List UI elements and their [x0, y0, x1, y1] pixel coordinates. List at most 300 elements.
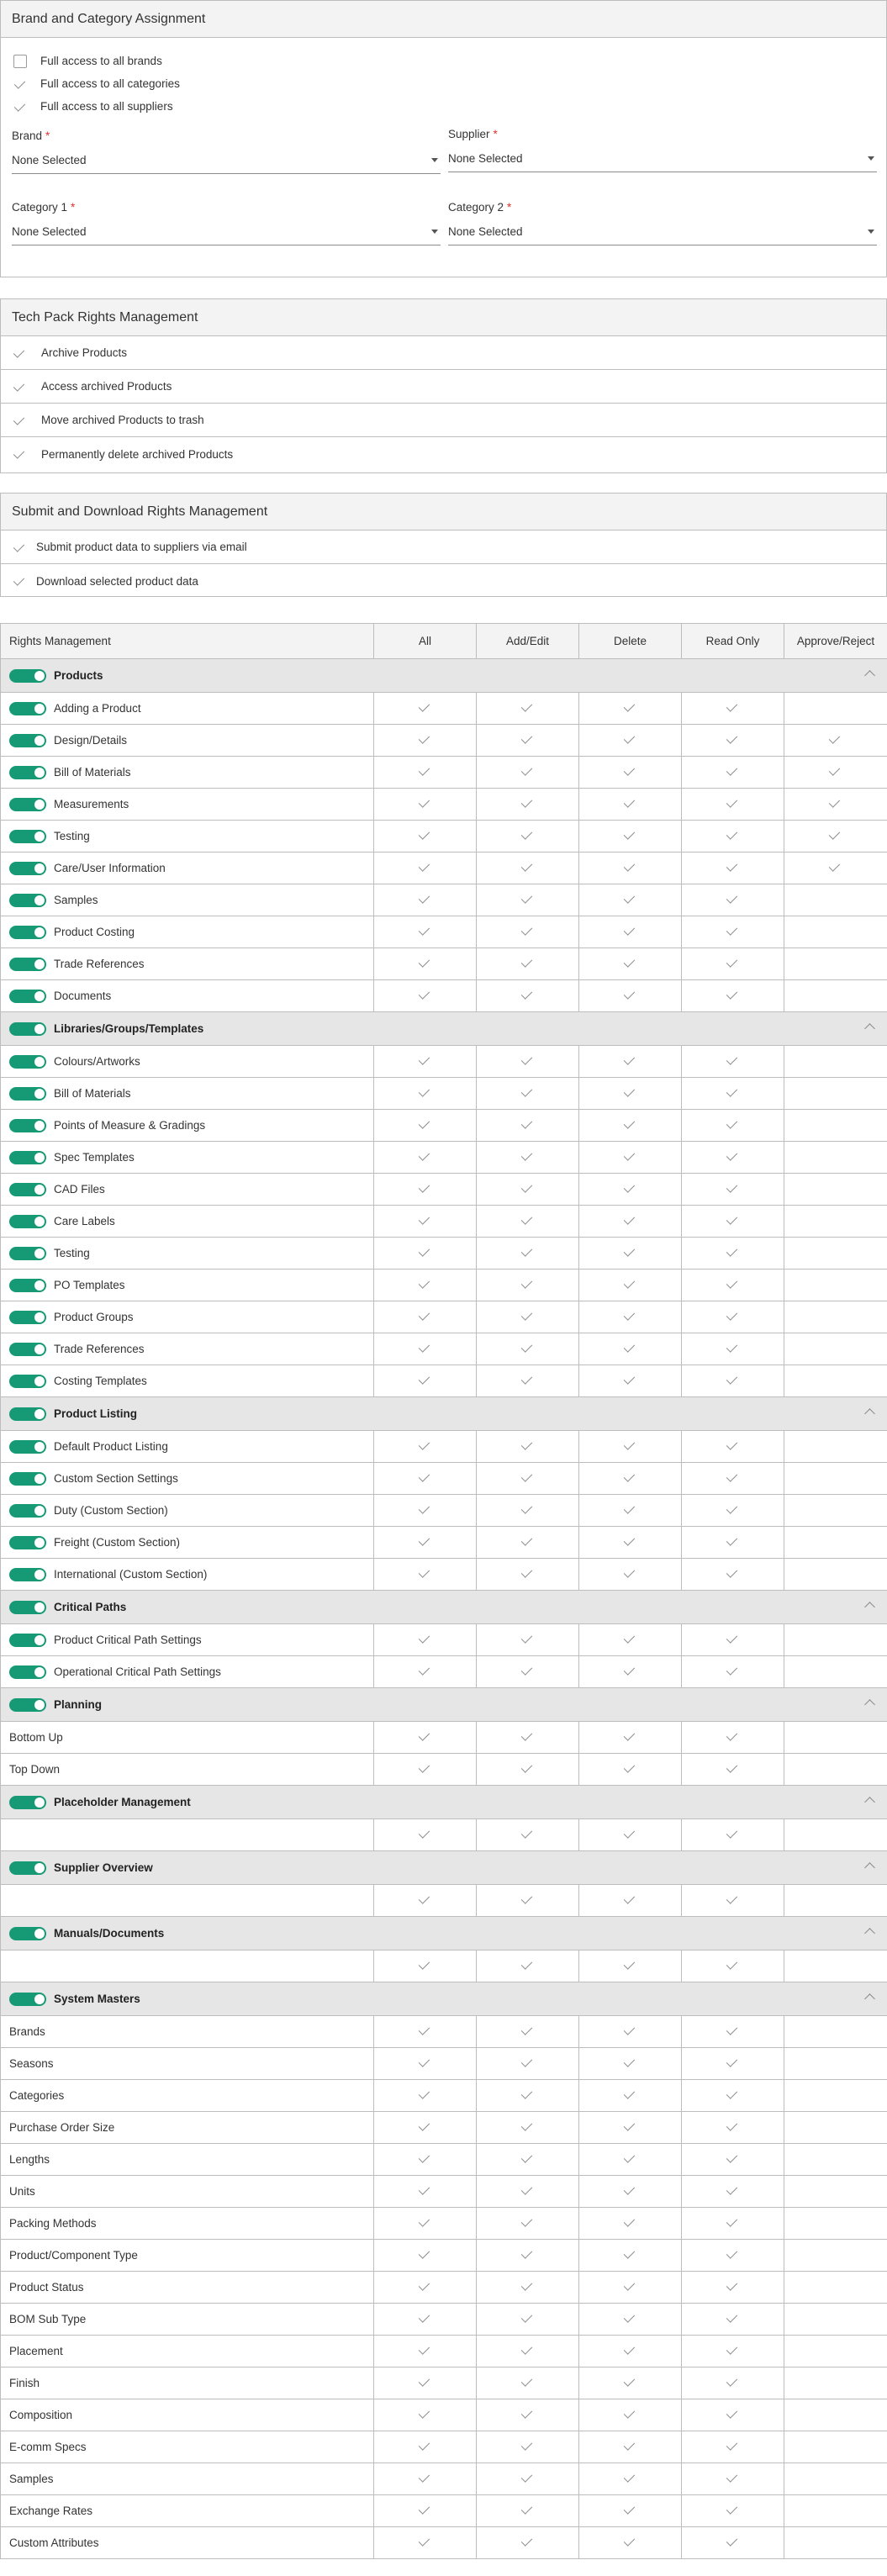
- checkmark-icon[interactable]: [621, 2376, 640, 2388]
- cell-approve-reject[interactable]: [784, 1624, 887, 1656]
- cell-all[interactable]: [374, 1559, 477, 1591]
- cell-add-edit[interactable]: [477, 1206, 579, 1238]
- cell-all[interactable]: [374, 2144, 477, 2176]
- checkmark-icon[interactable]: [416, 1374, 435, 1386]
- checkmark-icon[interactable]: [519, 2472, 537, 2484]
- toggle-switch[interactable]: [9, 798, 46, 811]
- cell-approve-reject[interactable]: [784, 916, 887, 948]
- cell-approve-reject[interactable]: [784, 2112, 887, 2144]
- cell-all[interactable]: [374, 1078, 477, 1110]
- checkmark-icon[interactable]: [519, 861, 537, 873]
- cell-delete[interactable]: [579, 1885, 682, 1917]
- cell-all[interactable]: [374, 2112, 477, 2144]
- checkmark-icon[interactable]: [519, 765, 537, 777]
- cell-add-edit[interactable]: [477, 980, 579, 1012]
- checkmark-icon[interactable]: [621, 1374, 640, 1386]
- cell-add-edit[interactable]: [477, 853, 579, 884]
- cell-approve-reject[interactable]: [784, 2144, 887, 2176]
- cell-add-edit[interactable]: [477, 2208, 579, 2240]
- checkmark-icon[interactable]: [416, 733, 435, 745]
- checkmark-icon[interactable]: [621, 2280, 640, 2292]
- cell-add-edit[interactable]: [477, 789, 579, 821]
- cell-delete[interactable]: [579, 2176, 682, 2208]
- cell-add-edit[interactable]: [477, 1078, 579, 1110]
- toggle-switch[interactable]: [9, 766, 46, 779]
- checkmark-icon[interactable]: [416, 957, 435, 969]
- toggle-switch[interactable]: [9, 990, 46, 1003]
- category2-select[interactable]: [448, 201, 877, 245]
- cell-read-only[interactable]: [682, 1301, 784, 1333]
- category1-select[interactable]: [12, 201, 441, 245]
- checkmark-icon[interactable]: [724, 989, 742, 1000]
- checkmark-icon[interactable]: [519, 797, 537, 809]
- toggle-switch[interactable]: [9, 1568, 46, 1581]
- cell-delete[interactable]: [579, 1495, 682, 1527]
- checkmark-icon[interactable]: [724, 1086, 742, 1098]
- cell-approve-reject[interactable]: [784, 1656, 887, 1688]
- cell-approve-reject[interactable]: [784, 2431, 887, 2463]
- checkmark-icon[interactable]: [416, 1893, 435, 1905]
- cell-add-edit[interactable]: [477, 2304, 579, 2336]
- checkmark-icon[interactable]: [621, 1535, 640, 1547]
- toggle-switch[interactable]: [9, 862, 46, 875]
- cell-approve-reject[interactable]: [784, 884, 887, 916]
- toggle-switch[interactable]: [9, 1311, 46, 1324]
- checkmark-icon[interactable]: [724, 765, 742, 777]
- checkmark-icon[interactable]: [519, 1150, 537, 1162]
- techpack-item[interactable]: [1, 437, 886, 471]
- cell-delete[interactable]: [579, 980, 682, 1012]
- cell-read-only[interactable]: [682, 1950, 784, 1982]
- checkmark-icon[interactable]: [416, 1959, 435, 1971]
- checkmark-icon[interactable]: [621, 1310, 640, 1322]
- cell-add-edit[interactable]: [477, 1270, 579, 1301]
- cell-add-edit[interactable]: [477, 2399, 579, 2431]
- cell-delete[interactable]: [579, 1238, 682, 1270]
- cell-all[interactable]: [374, 884, 477, 916]
- cell-all[interactable]: [374, 1722, 477, 1754]
- checkmark-icon[interactable]: [621, 1762, 640, 1774]
- brand-value[interactable]: [12, 154, 441, 174]
- checkmark-icon[interactable]: [416, 1730, 435, 1742]
- cell-read-only[interactable]: [682, 2304, 784, 2336]
- checkmark-icon[interactable]: [519, 925, 537, 937]
- cell-read-only[interactable]: [682, 1206, 784, 1238]
- section-row[interactable]: [1, 1591, 887, 1624]
- checkmark-icon[interactable]: [621, 2056, 640, 2068]
- cell-add-edit[interactable]: [477, 1142, 579, 1174]
- cell-read-only[interactable]: [682, 2463, 784, 2495]
- checkmark-icon[interactable]: [416, 2504, 435, 2515]
- cell-approve-reject[interactable]: [784, 2495, 887, 2527]
- cell-delete[interactable]: [579, 1559, 682, 1591]
- cell-delete[interactable]: [579, 2144, 682, 2176]
- cell-add-edit[interactable]: [477, 2048, 579, 2080]
- cell-approve-reject[interactable]: [784, 1238, 887, 1270]
- cell-read-only[interactable]: [682, 884, 784, 916]
- cell-add-edit[interactable]: [477, 821, 579, 853]
- checkmark-icon[interactable]: [621, 2120, 640, 2132]
- checkmark-icon[interactable]: [416, 925, 435, 937]
- cell-delete[interactable]: [579, 693, 682, 725]
- checkmark-icon[interactable]: [519, 2024, 537, 2036]
- submit-item[interactable]: [1, 531, 886, 564]
- checkmark-icon[interactable]: [724, 1278, 742, 1290]
- cell-all[interactable]: [374, 2463, 477, 2495]
- checkmark-icon[interactable]: [416, 2152, 435, 2164]
- cell-all[interactable]: [374, 2399, 477, 2431]
- cell-delete[interactable]: [579, 1365, 682, 1397]
- cell-delete[interactable]: [579, 2336, 682, 2367]
- cell-delete[interactable]: [579, 1270, 682, 1301]
- cell-add-edit[interactable]: [477, 1722, 579, 1754]
- checkmark-icon[interactable]: [724, 1246, 742, 1258]
- cell-read-only[interactable]: [682, 1624, 784, 1656]
- checkmark-icon[interactable]: [416, 1342, 435, 1354]
- cell-delete[interactable]: [579, 2431, 682, 2463]
- checkmark-icon[interactable]: [416, 2376, 435, 2388]
- checkmark-icon[interactable]: [416, 797, 435, 809]
- checkmark-icon[interactable]: [724, 2248, 742, 2260]
- checkmark-icon[interactable]: [519, 1086, 537, 1098]
- cell-read-only[interactable]: [682, 1495, 784, 1527]
- checkmark-icon[interactable]: [621, 989, 640, 1000]
- cell-read-only[interactable]: [682, 1722, 784, 1754]
- checkmark-icon[interactable]: [416, 861, 435, 873]
- cell-add-edit[interactable]: [477, 725, 579, 757]
- checkmark-icon[interactable]: [724, 1310, 742, 1322]
- checkmark-icon[interactable]: [724, 797, 742, 809]
- checkmark-icon[interactable]: [621, 2344, 640, 2356]
- cell-all[interactable]: [374, 1174, 477, 1206]
- cell-delete[interactable]: [579, 2495, 682, 2527]
- checkmark-icon[interactable]: [519, 2088, 537, 2100]
- cell-read-only[interactable]: [682, 2144, 784, 2176]
- cell-all[interactable]: [374, 1495, 477, 1527]
- cell-delete[interactable]: [579, 1722, 682, 1754]
- toggle-switch[interactable]: [9, 1151, 46, 1164]
- checkmark-icon[interactable]: [416, 2024, 435, 2036]
- cell-approve-reject[interactable]: [784, 1559, 887, 1591]
- checkmark-icon[interactable]: [724, 2408, 742, 2420]
- checkmark-icon[interactable]: [621, 797, 640, 809]
- section-row[interactable]: [1, 1688, 887, 1722]
- checkmark-icon[interactable]: [826, 733, 845, 745]
- cell-read-only[interactable]: [682, 948, 784, 980]
- access-all-categories[interactable]: [12, 72, 876, 95]
- checkmark-icon[interactable]: [621, 1054, 640, 1066]
- cell-add-edit[interactable]: [477, 2080, 579, 2112]
- toggle-switch[interactable]: [9, 958, 46, 971]
- checkmark-icon[interactable]: [621, 1633, 640, 1644]
- checkmark-icon[interactable]: [416, 2536, 435, 2547]
- cell-read-only[interactable]: [682, 853, 784, 884]
- checkmark-icon[interactable]: [416, 1828, 435, 1840]
- toggle-switch[interactable]: [9, 1343, 46, 1356]
- checkmark-icon[interactable]: [519, 701, 537, 713]
- checkmark-icon[interactable]: [621, 2440, 640, 2452]
- checkmark-icon[interactable]: [724, 1118, 742, 1130]
- cell-read-only[interactable]: [682, 789, 784, 821]
- checkmark-icon[interactable]: [519, 989, 537, 1000]
- checkmark-icon[interactable]: [724, 2312, 742, 2324]
- cell-delete[interactable]: [579, 2208, 682, 2240]
- checkmark-icon[interactable]: [416, 893, 435, 905]
- toggle-switch[interactable]: [9, 1440, 46, 1454]
- cell-read-only[interactable]: [682, 2272, 784, 2304]
- cell-all[interactable]: [374, 1885, 477, 1917]
- checkmark-icon[interactable]: [416, 1182, 435, 1194]
- cell-add-edit[interactable]: [477, 2336, 579, 2367]
- cell-delete[interactable]: [579, 916, 682, 948]
- checkmark-icon[interactable]: [621, 2088, 640, 2100]
- cell-read-only[interactable]: [682, 2336, 784, 2367]
- cell-read-only[interactable]: [682, 1078, 784, 1110]
- cell-delete[interactable]: [579, 1301, 682, 1333]
- checkmark-icon[interactable]: [416, 2440, 435, 2452]
- cell-delete[interactable]: [579, 757, 682, 789]
- cell-approve-reject[interactable]: [784, 693, 887, 725]
- checkmark-icon[interactable]: [724, 1893, 742, 1905]
- cell-delete[interactable]: [579, 789, 682, 821]
- cell-approve-reject[interactable]: [784, 853, 887, 884]
- cell-delete[interactable]: [579, 1333, 682, 1365]
- cell-read-only[interactable]: [682, 757, 784, 789]
- cell-delete[interactable]: [579, 2016, 682, 2048]
- cell-read-only[interactable]: [682, 1819, 784, 1851]
- checkmark-icon[interactable]: [416, 2312, 435, 2324]
- cell-delete[interactable]: [579, 1431, 682, 1463]
- cell-all[interactable]: [374, 1110, 477, 1142]
- checkmark-icon[interactable]: [724, 1730, 742, 1742]
- section-header-cell[interactable]: [1, 659, 887, 693]
- toggle-switch[interactable]: [9, 1472, 46, 1486]
- checkmark-icon[interactable]: [724, 1182, 742, 1194]
- cell-add-edit[interactable]: [477, 1301, 579, 1333]
- toggle-switch[interactable]: [9, 1796, 46, 1809]
- cell-approve-reject[interactable]: [784, 2176, 887, 2208]
- checkmark-icon[interactable]: [724, 2152, 742, 2164]
- cell-approve-reject[interactable]: [784, 1431, 887, 1463]
- cell-read-only[interactable]: [682, 821, 784, 853]
- checkmark-icon[interactable]: [519, 2376, 537, 2388]
- cell-read-only[interactable]: [682, 2176, 784, 2208]
- checkmark-icon[interactable]: [416, 1471, 435, 1483]
- cell-read-only[interactable]: [682, 1110, 784, 1142]
- section-header-cell[interactable]: [1, 1786, 887, 1819]
- cell-all[interactable]: [374, 1819, 477, 1851]
- checkmark-icon[interactable]: [519, 1310, 537, 1322]
- cell-delete[interactable]: [579, 2080, 682, 2112]
- techpack-item[interactable]: [1, 370, 886, 404]
- checkmark-icon[interactable]: [519, 893, 537, 905]
- cell-all[interactable]: [374, 821, 477, 853]
- cell-delete[interactable]: [579, 2272, 682, 2304]
- cell-approve-reject[interactable]: [784, 948, 887, 980]
- checkmark-icon[interactable]: [416, 1150, 435, 1162]
- toggle-switch[interactable]: [9, 1407, 46, 1421]
- checkmark-icon[interactable]: [519, 1633, 537, 1644]
- checkmark-icon[interactable]: [11, 448, 29, 460]
- toggle-switch[interactable]: [9, 1183, 46, 1196]
- toggle-switch[interactable]: [9, 1504, 46, 1518]
- cell-delete[interactable]: [579, 1754, 682, 1786]
- cell-add-edit[interactable]: [477, 1885, 579, 1917]
- checkmark-icon[interactable]: [621, 1246, 640, 1258]
- checkmark-icon[interactable]: [519, 2248, 537, 2260]
- cell-delete[interactable]: [579, 1174, 682, 1206]
- checkmark-icon[interactable]: [12, 78, 30, 90]
- checkmark-icon[interactable]: [416, 1214, 435, 1226]
- cell-approve-reject[interactable]: [784, 1333, 887, 1365]
- toggle-switch[interactable]: [9, 1022, 46, 1036]
- checkmark-icon[interactable]: [724, 1828, 742, 1840]
- access-all-brands[interactable]: [12, 50, 876, 72]
- checkmark-icon[interactable]: [416, 701, 435, 713]
- cell-all[interactable]: [374, 2048, 477, 2080]
- section-header-cell[interactable]: [1, 1982, 887, 2016]
- checkmark-icon[interactable]: [724, 2440, 742, 2452]
- checkmark-icon[interactable]: [519, 1567, 537, 1579]
- checkmark-icon[interactable]: [519, 2408, 537, 2420]
- checkmark-icon[interactable]: [621, 2216, 640, 2228]
- cell-add-edit[interactable]: [477, 1431, 579, 1463]
- cell-all[interactable]: [374, 1527, 477, 1559]
- checkmark-icon[interactable]: [621, 957, 640, 969]
- toggle-switch[interactable]: [9, 1665, 46, 1679]
- techpack-item[interactable]: [1, 336, 886, 370]
- cell-approve-reject[interactable]: [784, 2304, 887, 2336]
- checkmark-icon[interactable]: [621, 2312, 640, 2324]
- cell-all[interactable]: [374, 916, 477, 948]
- checkmark-icon[interactable]: [519, 1278, 537, 1290]
- toggle-switch[interactable]: [9, 1247, 46, 1260]
- checkmark-icon[interactable]: [621, 1471, 640, 1483]
- cell-approve-reject[interactable]: [784, 1722, 887, 1754]
- checkmark-icon[interactable]: [416, 2472, 435, 2484]
- cell-add-edit[interactable]: [477, 2272, 579, 2304]
- checkmark-icon[interactable]: [724, 1567, 742, 1579]
- checkmark-icon[interactable]: [416, 1118, 435, 1130]
- cell-delete[interactable]: [579, 1463, 682, 1495]
- checkmark-icon[interactable]: [519, 2440, 537, 2452]
- cell-read-only[interactable]: [682, 1559, 784, 1591]
- checkmark-icon[interactable]: [519, 2344, 537, 2356]
- checkmark-icon[interactable]: [621, 1959, 640, 1971]
- checkmark-icon[interactable]: [519, 1342, 537, 1354]
- cell-all[interactable]: [374, 1365, 477, 1397]
- checkmark-icon[interactable]: [724, 2088, 742, 2100]
- cell-all[interactable]: [374, 2080, 477, 2112]
- cell-all[interactable]: [374, 980, 477, 1012]
- cell-add-edit[interactable]: [477, 1110, 579, 1142]
- checkmark-icon[interactable]: [416, 1278, 435, 1290]
- cell-delete[interactable]: [579, 1206, 682, 1238]
- checkmark-icon[interactable]: [724, 733, 742, 745]
- toggle-switch[interactable]: [9, 830, 46, 843]
- checkmark-icon[interactable]: [826, 829, 845, 841]
- cell-approve-reject[interactable]: [784, 1885, 887, 1917]
- cell-all[interactable]: [374, 1142, 477, 1174]
- cell-add-edit[interactable]: [477, 2431, 579, 2463]
- cell-add-edit[interactable]: [477, 1950, 579, 1982]
- cell-read-only[interactable]: [682, 2527, 784, 2559]
- checkmark-icon[interactable]: [519, 1535, 537, 1547]
- cell-all[interactable]: [374, 725, 477, 757]
- cell-approve-reject[interactable]: [784, 1754, 887, 1786]
- cell-read-only[interactable]: [682, 2431, 784, 2463]
- cell-add-edit[interactable]: [477, 1656, 579, 1688]
- checkmark-icon[interactable]: [621, 2408, 640, 2420]
- checkmark-icon[interactable]: [519, 1893, 537, 1905]
- techpack-item[interactable]: [1, 404, 886, 437]
- cell-approve-reject[interactable]: [784, 1495, 887, 1527]
- section-row[interactable]: [1, 1851, 887, 1885]
- section-header-cell[interactable]: [1, 1917, 887, 1950]
- toggle-switch[interactable]: [9, 1215, 46, 1228]
- cell-read-only[interactable]: [682, 980, 784, 1012]
- checkmark-icon[interactable]: [621, 925, 640, 937]
- checkmark-icon[interactable]: [416, 1310, 435, 1322]
- checkmark-icon[interactable]: [519, 1503, 537, 1515]
- cell-add-edit[interactable]: [477, 2144, 579, 2176]
- checkmark-icon[interactable]: [724, 925, 742, 937]
- toggle-switch[interactable]: [9, 669, 46, 683]
- cell-add-edit[interactable]: [477, 693, 579, 725]
- cell-delete[interactable]: [579, 2527, 682, 2559]
- cell-read-only[interactable]: [682, 1365, 784, 1397]
- cell-read-only[interactable]: [682, 2208, 784, 2240]
- cell-read-only[interactable]: [682, 1046, 784, 1078]
- checkmark-icon[interactable]: [519, 1439, 537, 1451]
- cell-read-only[interactable]: [682, 2112, 784, 2144]
- cell-approve-reject[interactable]: [784, 1206, 887, 1238]
- checkmark-icon[interactable]: [519, 829, 537, 841]
- checkmark-icon[interactable]: [519, 733, 537, 745]
- checkmark-icon[interactable]: [416, 1086, 435, 1098]
- cell-approve-reject[interactable]: [784, 1950, 887, 1982]
- toggle-switch[interactable]: [9, 1993, 46, 2006]
- cell-add-edit[interactable]: [477, 1819, 579, 1851]
- checkmark-icon[interactable]: [519, 2216, 537, 2228]
- section-row[interactable]: [1, 1012, 887, 1046]
- checkmark-icon[interactable]: [621, 1567, 640, 1579]
- checkmark-icon[interactable]: [416, 1665, 435, 1676]
- checkmark-icon[interactable]: [621, 1182, 640, 1194]
- cell-add-edit[interactable]: [477, 948, 579, 980]
- checkmark-icon[interactable]: [621, 1214, 640, 1226]
- checkmark-icon[interactable]: [826, 797, 845, 809]
- checkmark-icon[interactable]: [621, 701, 640, 713]
- checkmark-icon[interactable]: [621, 2184, 640, 2196]
- checkmark-icon[interactable]: [519, 1959, 537, 1971]
- checkmark-icon[interactable]: [416, 989, 435, 1000]
- cell-approve-reject[interactable]: [784, 2048, 887, 2080]
- checkmark-icon[interactable]: [519, 1374, 537, 1386]
- caret-down-icon[interactable]: [868, 156, 874, 161]
- checkmark-icon[interactable]: [11, 347, 29, 359]
- checkmark-icon[interactable]: [826, 765, 845, 777]
- checkmark-icon[interactable]: [11, 541, 29, 553]
- checkmark-icon[interactable]: [519, 2152, 537, 2164]
- checkmark-icon[interactable]: [724, 1439, 742, 1451]
- checkmark-icon[interactable]: [416, 2120, 435, 2132]
- cell-all[interactable]: [374, 2336, 477, 2367]
- cell-add-edit[interactable]: [477, 1527, 579, 1559]
- checkmark-icon[interactable]: [519, 2120, 537, 2132]
- cell-all[interactable]: [374, 1046, 477, 1078]
- cell-delete[interactable]: [579, 853, 682, 884]
